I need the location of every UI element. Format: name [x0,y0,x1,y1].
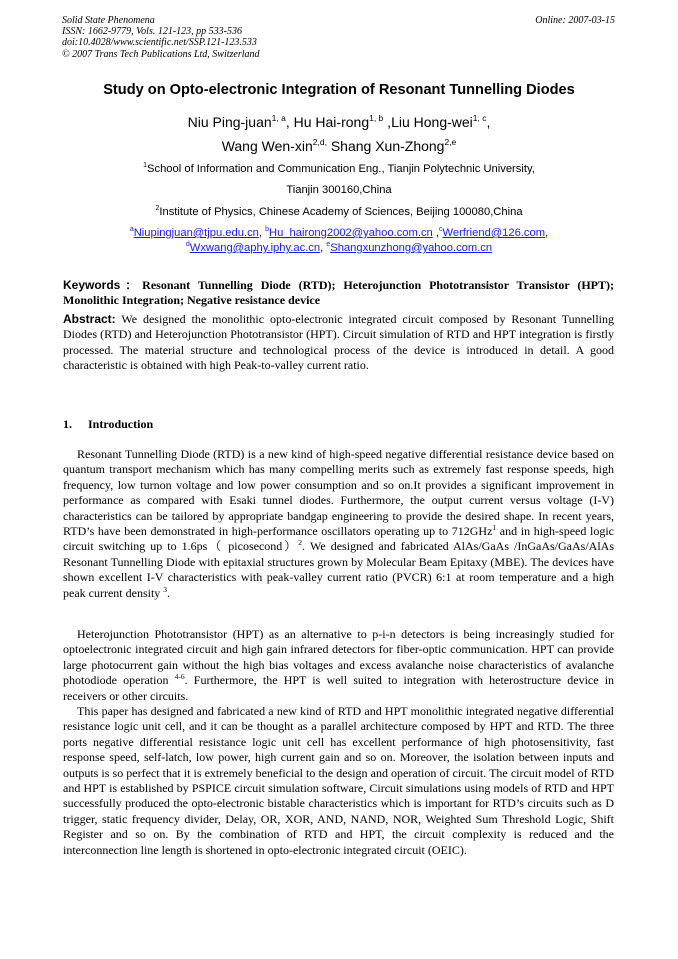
intro-paragraph-1: Resonant Tunnelling Diode (RTD) is a new kind of high-speed negative differential resistance device based on quantum transport mechanism which has many compelling merits such as extremely fast response speeds, high frequency, low turnon voltage and low power consumption and so on.It provides a significant improvement in performance as compared with Esaki tunnel diodes. Furthermore, the output current versus voltage (I-V) characteristics can be tailored by appropriate bandgap engineering to provide the desired shape. In recent years, RTD’s have been demonstrated in high-performance oscillators operating up to 712GHz$^1$ and in high-speed logic circuit switching up to 1.6ps（ picosecond）$^2$. We designed and fabricated AlAs/GaAs /InGaAs/GaAs/AlAs Resonant Tunnelling Diode with epitaxial structures grown by Molecular Beam Epitaxy (MBE). The devices have shown excellent I-V characteristics with peak-valley current ratio (PVCR) 6:1 at room temperature and a high peak current density $^3$. [63,447,614,600]
abstract-label: Abstract: [63,312,116,326]
author-sup: 2,e [444,137,457,147]
authors-line-2 [40,137,638,155]
author-sup: 2,d, [312,137,327,147]
author-name: Shang Xun-Zhong [330,138,445,154]
emails-line-1: $^a$Niupingjuan@tjpu.edu.cn, $^b$Hu_hairong2002@yahoo.com.cn ,$^c$Werfriend@126.com, [129,226,549,239]
doi-line: doi:10.4028/www.scientific.net/SSP.121-123.533 [62,37,257,49]
keywords-label: Keywords： [63,278,143,292]
email-link[interactable]: Werfriend@126.com [442,227,546,239]
issn-line: ISSN: 1662-9779, Vols. 121-123, pp 533-536 [62,26,242,38]
section-title: Introduction [88,417,154,431]
email-link[interactable]: Wxwang@aphy.iphy.ac.cn [189,242,321,254]
email-link[interactable]: Hu_hairong2002@yahoo.com.cn [269,227,433,239]
journal-header [62,15,260,60]
section-number: 1. [63,417,72,431]
email-link[interactable]: Shangxunzhong@yahoo.com.cn [330,242,493,254]
affiliation-2: $^2$Institute of Physics, Chinese Academy of Sciences, Beijing 100080,China [155,205,523,218]
citation: 2 [298,538,303,548]
affiliation-1-city: Tianjin 300160,China [286,184,392,196]
citation: 3 [163,584,168,594]
section-heading [63,417,153,432]
intro-paragraph-3: This paper has designed and fabricated a new kind of RTD and HPT monolithic integrated negative differential resistance logic unit cell, and it can be thought as a parallel architecture composed by HPT and RTD. The three ports negative differential resistance logic unit cell has excellent performance of high photosensitivity, fast response speed, self-latch, low power, high current gain and so on. Moreover, the isolation between inputs and outputs is so perfect that it is extremely beneficial to the design and operation of circuit. The circuit model of RTD and HPT is established by PSPICE circuit simulation software, Circuit simulations using models of RTD and HPT successfully produced the opto-electronic bistable characteristics which is important for RTD’s circuits such as D trigger, static frequency divider, Delay, OR, XOR, AND, NAND, NOR, Weighted Sum Threshold Logic, Shift Register and so on. By the combination of RTD and HPT, the circuit complexity is reduced and the interconnection line length is shortened in opto-electronic integrated circuit (OEIC). [63,704,614,857]
author-name: Liu Hong-wei [391,114,473,130]
emails-line-2: $^d$Wxwang@aphy.iphy.ac.cn, $^e$Shangxunzhong@yahoo.com.cn [185,241,493,254]
author-sup: 1, c [472,113,487,123]
abstract-text: We designed the monolithic opto-electronic integrated circuit composed by Resonant Tunnelling Diodes (RTD) and Heterojunction Phototransistor (HPT). Circuit simulation of RTD and HPT integration is firstly processed. The material structure and technological process of the device is introduced in detail. A good characteristic is obtained with high Peak-to-valley current ratio. [63,312,614,373]
author-sup: 1, a [271,113,286,123]
intro-paragraph-2: Heterojunction Phototransistor (HPT) as an alternative to p-i-n detectors is being increasingly studied for optoelectronic integrated circuit and high gain infrared detectors for fiber-optic communication. HPT can provide large photocurrent gain without the high bias voltages and excess avalanche noise characteristics of avalanche photodiode operation $^{4-6}$. Furthermore, the HPT is well suited to integration with heterostructure device in receivers or other circuits. [63,627,615,703]
authors-line-1: Niu Ping-juan$^{1, a}$, Hu Hai-rong$^{1, b}$ ,Liu Hong-wei$^{1, c}$, [187,113,491,130]
author-name: Hu Hai-rong [293,114,370,130]
journal-name: Solid State Phenomena [62,15,155,26]
citation: 1 [492,523,497,533]
abstract [63,312,614,374]
author-name: Wang Wen-xin [221,138,313,154]
citation: 4-6 [174,672,185,682]
keywords-text: Resonant Tunnelling Diode (RTD); Heterojunction Phototransistor Transistor (HPT); Monolithic Integration; Negative resistance device [63,278,614,308]
affiliation-1: $^1$School of Information and Communication Eng., Tianjin Polytechnic University, [143,162,535,175]
online-date: Online: 2007-03-15 [535,15,615,26]
paper-title: Study on Opto-electronic Integration of Resonant Tunnelling Diodes [103,82,575,98]
copyright-line: © 2007 Trans Tech Publications Ltd, Switzerland [62,48,260,60]
author-name: Niu Ping-juan [187,114,272,130]
author-sup: 1, b [369,113,384,123]
email-link[interactable]: Niupingjuan@tjpu.edu.cn [133,227,259,239]
keywords [63,278,614,309]
